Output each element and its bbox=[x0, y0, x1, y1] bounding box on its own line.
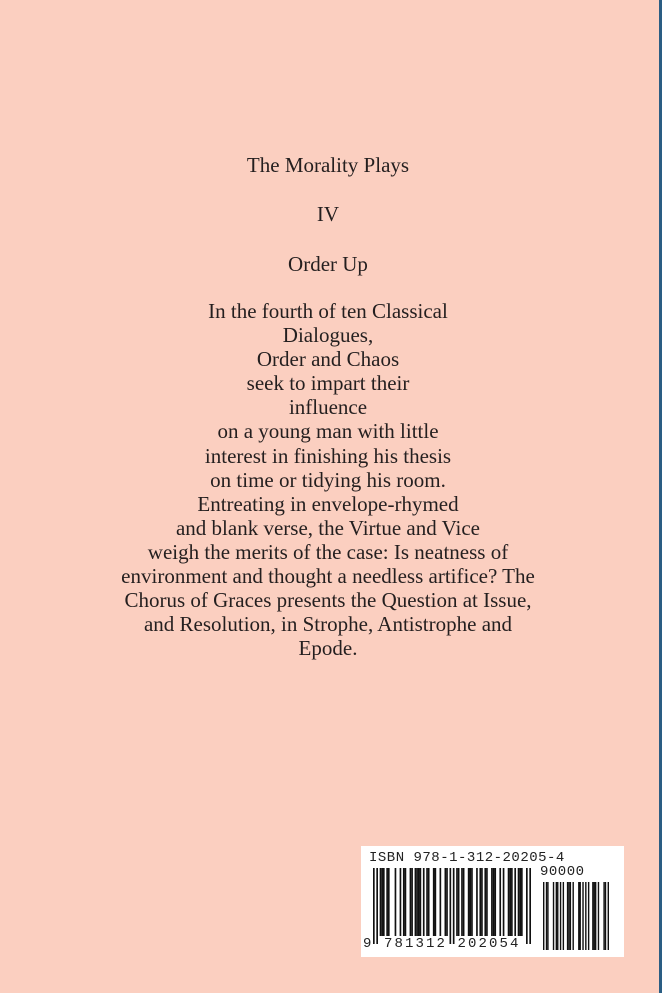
isbn-label: ISBN 978-1-312-20205-4 bbox=[369, 850, 565, 866]
barcode-bar bbox=[568, 882, 569, 950]
barcode-bar bbox=[519, 868, 521, 936]
blurb-line: and Resolution, in Strophe, Antistrophe and bbox=[143, 612, 513, 637]
barcode-bar bbox=[514, 868, 516, 936]
barcode-bar bbox=[453, 868, 455, 944]
barcode-bar bbox=[376, 868, 378, 944]
blurb-line: interest in finishing his thesis bbox=[204, 443, 452, 468]
barcode-bar bbox=[416, 868, 418, 936]
barcode-bar bbox=[373, 868, 375, 944]
blurb-line: In the fourth of ten Classical bbox=[208, 299, 448, 323]
barcode-bar bbox=[403, 868, 405, 936]
ean-digits: 9 781312 202054 bbox=[363, 936, 521, 952]
barcode-bar bbox=[479, 868, 481, 936]
barcode-bar bbox=[458, 868, 460, 936]
barcode-bar bbox=[572, 882, 573, 950]
series-title: The Morality Plays bbox=[246, 153, 410, 177]
barcode-bars-addon bbox=[543, 882, 609, 950]
barcode-bar bbox=[435, 868, 437, 936]
barcode-bar bbox=[511, 868, 513, 936]
barcode-bar bbox=[420, 868, 422, 936]
barcode-bar bbox=[428, 868, 430, 936]
barcode-bar bbox=[423, 868, 425, 936]
barcode-bar bbox=[563, 882, 564, 950]
barcode-bar bbox=[588, 882, 589, 950]
blurb-line: Epode. bbox=[298, 636, 358, 661]
barcode-bar bbox=[440, 868, 442, 936]
barcode-bar bbox=[450, 868, 452, 944]
barcode-bar bbox=[553, 882, 554, 950]
blurb-line: on time or tidying his room. bbox=[210, 467, 446, 492]
blurb-line: environment and thought a needless artifice? The bbox=[121, 564, 535, 589]
barcode-bar bbox=[608, 882, 609, 950]
barcode-bar bbox=[476, 868, 478, 936]
barcode-bar bbox=[386, 868, 388, 936]
barcode-bar bbox=[395, 868, 397, 936]
barcode-bar bbox=[433, 868, 435, 936]
barcode-bar bbox=[418, 868, 420, 936]
barcode-bar bbox=[580, 882, 581, 950]
barcode-bar bbox=[411, 868, 413, 936]
barcode-bar bbox=[468, 868, 470, 936]
barcode-bar bbox=[445, 868, 447, 936]
blurb-line: Dialogues, bbox=[282, 323, 374, 348]
barcode-bar bbox=[567, 882, 568, 950]
blurb-line: weigh the merits of the case: Is neatness of bbox=[147, 539, 509, 564]
barcode-bar bbox=[380, 868, 382, 936]
barcode-bar bbox=[529, 868, 531, 944]
barcode-bar bbox=[410, 868, 412, 936]
barcode-bar bbox=[481, 868, 483, 936]
barcode-bar bbox=[426, 868, 428, 936]
barcode-bar bbox=[560, 882, 561, 950]
barcode-bar bbox=[603, 882, 604, 950]
barcode-bar bbox=[486, 868, 488, 936]
barcode-bar bbox=[518, 868, 520, 936]
barcode-bar bbox=[605, 882, 606, 950]
barcode-bar bbox=[598, 882, 599, 950]
barcode-bar bbox=[594, 882, 595, 950]
barcode-bar bbox=[469, 868, 471, 936]
barcode-bar bbox=[499, 868, 501, 936]
blurb-line: Entreating in envelope-rhymed bbox=[197, 491, 459, 516]
barcode-bar bbox=[578, 882, 579, 950]
barcode-bar bbox=[592, 882, 593, 950]
barcode-bar bbox=[446, 868, 448, 936]
barcode-bar bbox=[463, 868, 465, 936]
barcode-bar bbox=[388, 868, 390, 936]
barcode-bar bbox=[484, 868, 486, 936]
barcode-bar bbox=[400, 868, 402, 936]
blurb-line: on a young man with little bbox=[217, 419, 439, 444]
barcode-bar bbox=[546, 882, 547, 950]
blurb-line: Chorus of Graces presents the Question at Issue, bbox=[124, 588, 532, 613]
barcode-bar bbox=[491, 868, 493, 936]
barcode-bar bbox=[461, 868, 463, 936]
barcode-bar bbox=[415, 868, 417, 936]
blurb-line: and blank verse, the Virtue and Vice bbox=[175, 515, 481, 540]
barcode-bar bbox=[381, 868, 383, 936]
barcode-bar bbox=[543, 882, 544, 950]
barcode-bar bbox=[582, 882, 583, 950]
barcode-bar bbox=[508, 868, 510, 936]
barcode-bar bbox=[547, 882, 548, 950]
barcode-bar bbox=[595, 882, 596, 950]
barcode-bar bbox=[405, 868, 407, 936]
barcode-bar bbox=[521, 868, 523, 936]
barcode-bar bbox=[383, 868, 385, 936]
isbn-barcode bbox=[361, 846, 624, 957]
barcode-bar bbox=[456, 868, 458, 936]
play-title: Order Up bbox=[288, 252, 368, 276]
barcode-bar bbox=[494, 868, 496, 936]
barcode-bar bbox=[503, 868, 505, 936]
barcode-bar bbox=[585, 882, 586, 950]
barcode-bar bbox=[493, 868, 495, 936]
barcode-bar bbox=[557, 882, 558, 950]
volume-numeral: IV bbox=[316, 202, 340, 226]
barcode-bar bbox=[509, 868, 511, 936]
blurb-line: seek to impart their bbox=[246, 371, 410, 396]
blurb-line: influence bbox=[288, 395, 368, 420]
barcode-bars-main bbox=[373, 868, 531, 944]
price-code: 90000 bbox=[540, 864, 585, 880]
barcode-bar bbox=[526, 868, 528, 944]
barcode-bar bbox=[471, 868, 473, 936]
blurb-line: Order and Chaos bbox=[256, 347, 400, 372]
barcode-bar bbox=[570, 882, 571, 950]
blurb bbox=[0, 299, 656, 660]
barcode-bar bbox=[556, 882, 557, 950]
